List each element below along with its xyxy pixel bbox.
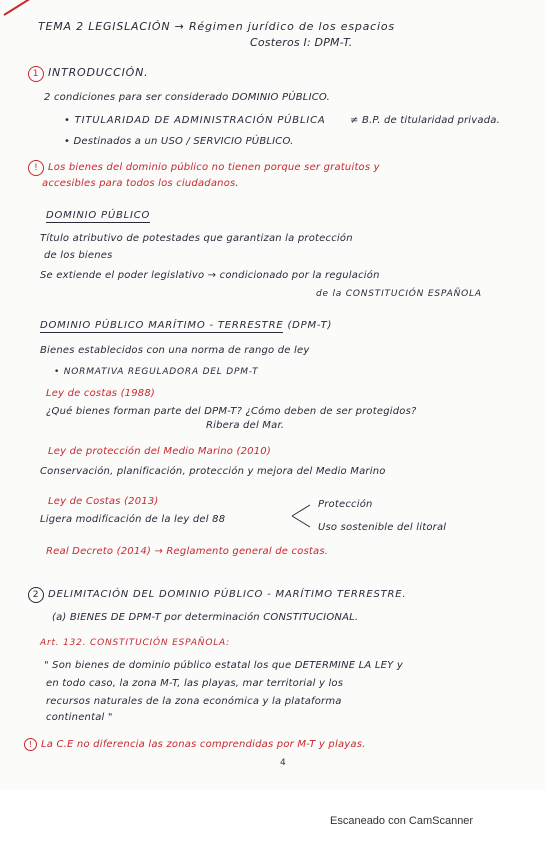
quote-line-3: recursos naturales de la zona económica y la plataforma	[46, 696, 342, 707]
section-1-title: INTRODUCCIÓN.	[48, 66, 149, 79]
exclamation-icon: !	[28, 160, 44, 176]
page-title: TEMA 2 LEGISLACIÓN → Régimen jurídico de los espacios	[38, 20, 395, 33]
law-3-title: Ley de Costas (2013)	[48, 496, 159, 507]
quote-line-1: " Son bienes de dominio público estatal los que DETERMINE LA LEY y	[44, 660, 403, 671]
dp-line-4: de la CONSTITUCIÓN ESPAÑOLA	[316, 289, 482, 299]
intro-bullet-2: • Destinados a un USO / SERVICIO PÚBLICO.	[64, 136, 294, 147]
intro-note-line-2: accesibles para todos los ciudadanos.	[42, 178, 239, 189]
section-2-number: 2	[28, 587, 44, 603]
law-1-line-2: Ribera del Mar.	[206, 420, 285, 431]
dpmt-normativa-bullet: • NORMATIVA REGULADORA DEL DPM-T	[54, 367, 259, 377]
law-1-line-1: ¿Qué bienes forman parte del DPM-T? ¿Cómo deben de ser protegidos?	[46, 406, 417, 417]
quote-line-2: en todo caso, la zona M-T, las playas, mar territorial y los	[46, 678, 344, 689]
dp-line-3: Se extiende el poder legislativo → condicionado por la regulación	[40, 270, 380, 281]
scanner-watermark: Escaneado con CamScanner	[330, 815, 474, 827]
dpmt-line-1: Bienes establecidos con una norma de rango de ley	[40, 345, 310, 356]
intro-bullet-1: • TITULARIDAD DE ADMINISTRACIÓN PÚBLICA	[64, 115, 326, 126]
law-4: Real Decreto (2014) → Reglamento general de costas.	[46, 546, 329, 557]
law-2-title: Ley de protección del Medio Marino (2010)	[48, 446, 271, 457]
section-2-note: ! La C.E no diferencia las zonas comprendidas por M-T y playas.	[24, 738, 366, 751]
branch-brace-icon	[290, 502, 312, 530]
section-1-number: 1	[28, 66, 44, 82]
exclamation-icon: !	[24, 738, 37, 751]
section-2-heading	[28, 587, 406, 603]
quote-line-4: continental "	[46, 712, 113, 723]
intro-note-line-1: ! Los bienes del dominio público no tienen porque ser gratuitos y	[28, 160, 380, 176]
law-3-branch-2: Uso sostenible del litoral	[318, 522, 447, 533]
page-title-continuation: Costeros I: DPM-T.	[250, 36, 353, 49]
intro-bullet-1-note: ≠ B.P. de titularidad privada.	[350, 115, 500, 126]
page-number: 4	[280, 758, 286, 768]
law-3-branch-1: Protección	[318, 499, 373, 510]
dominio-publico-heading: DOMINIO PÚBLICO	[46, 210, 151, 221]
red-slash-mark	[3, 0, 30, 16]
dp-line-2: de los bienes	[44, 250, 113, 261]
dp-line-1: Título atributivo de potestades que garantizan la protección	[40, 233, 353, 244]
section-1-heading	[28, 66, 148, 82]
law-1-title: Ley de costas (1988)	[46, 388, 156, 399]
dpmt-heading: DOMINIO PÚBLICO MARÍTIMO - TERRESTRE (DPM-T)	[40, 320, 333, 331]
section-2-title: DELIMITACIÓN DEL DOMINIO PÚBLICO - MARÍTIMO TERRESTRE.	[48, 589, 407, 600]
intro-line: 2 condiciones para ser considerado DOMINIO PÚBLICO.	[44, 92, 330, 103]
article-132-title: Art. 132. CONSTITUCIÓN ESPAÑOLA:	[40, 638, 230, 648]
section-2-subheading: (a) BIENES DE DPM-T por determinación CONSTITUCIONAL.	[52, 612, 359, 623]
law-2-line-1: Conservación, planificación, protección y mejora del Medio Marino	[40, 466, 386, 477]
law-3-line-1: Ligera modificación de la ley del 88	[40, 514, 226, 525]
